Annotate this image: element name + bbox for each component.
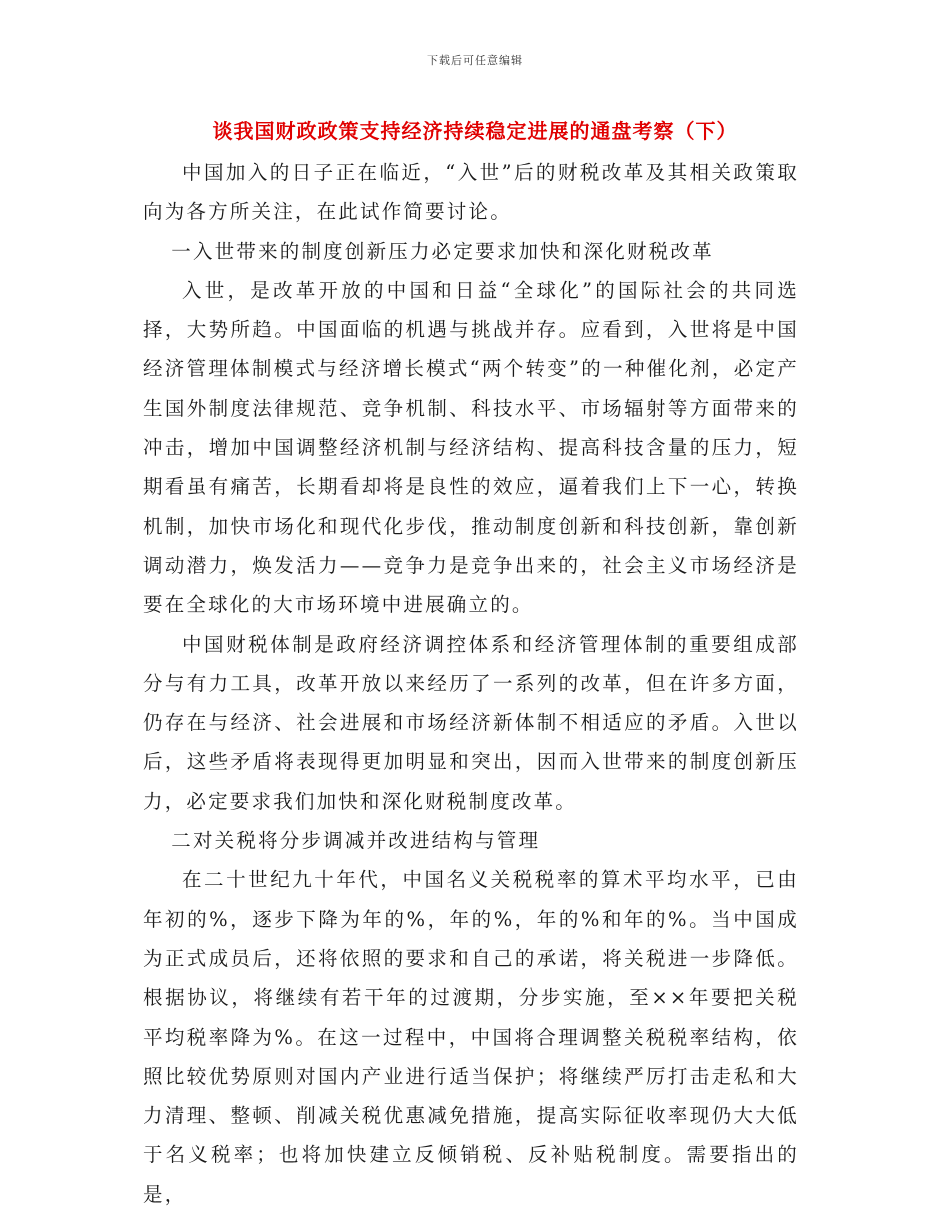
paragraph: 入世，是改革开放的中国和日益“全球化”的国际社会的共同选择，大势所趋。中国面临的机遇与挑战并存。应看到，入世将是中国经济管理体制模式与经济增长模式“两个转变”的一种催化剂，必定产生国外制度法律规范、竞争机制、科技水平、市场辐射等方面带来的冲击，增加中国调整经济机制与经济结构、提高科技含量的压力，短期看虽有痛苦，长期看却将是良性的效应，逼着我们上下一心，转换机制，加快市场化和现代化步伐，推动制度创新和科技创新，靠创新调动潜力，焕发活力——竞争力是竞争出来的，社会主义市场经济是要在全球化的大市场环境中进展确立的。 — [143, 278, 799, 617]
paragraph: 中国加入的日子正在临近，“入世”后的财税改革及其相关政策取向为各方所关注，在此试作简要讨论。 — [143, 161, 799, 224]
document-title: 谈我国财政政策支持经济持续稳定进展的通盘考察（下） — [212, 119, 738, 143]
section-heading: 一入世带来的制度创新压力必定要求加快和深化财税改革 — [171, 239, 714, 263]
section-heading: 二对关税将分步调减并改进结构与管理 — [171, 829, 541, 853]
document-body — [143, 153, 799, 1214]
paragraph: 中国财税体制是政府经济调控体系和经济管理体制的重要组成部分与有力工具，改革开放以来经历了一系列的改革，但在许多方面，仍存在与经济、社会进展和市场经济新体制不相适应的矛盾。入世以后，这些矛盾将表现得更加明显和突出，因而入世带来的制度创新压力，必定要求我们加快和深化财税制度改革。 — [143, 632, 799, 813]
page-header: 下载后可任意编辑 — [427, 54, 523, 67]
paragraph: 在二十世纪九十年代，中国名义关税税率的算术平均水平，已由年初的%，逐步下降为年的%，年的%，年的%和年的%。当中国成为正式成员后，还将依照的要求和自己的承诺，将关税进一步降低。根据协议，将继续有若干年的过渡期，分步实施，至××年要把关税平均税率降为%。在这一过程中，中国将合理调整关税税率结构，依照比较优势原则对国内产业进行适当保护；将继续严厉打击走私和大力清理、整顿、削减关税优惠减免措施，提高实际征收率现仍大大低于名义税率；也将加快建立反倾销税、反补贴税制度。需要指出的是， — [143, 868, 799, 1206]
